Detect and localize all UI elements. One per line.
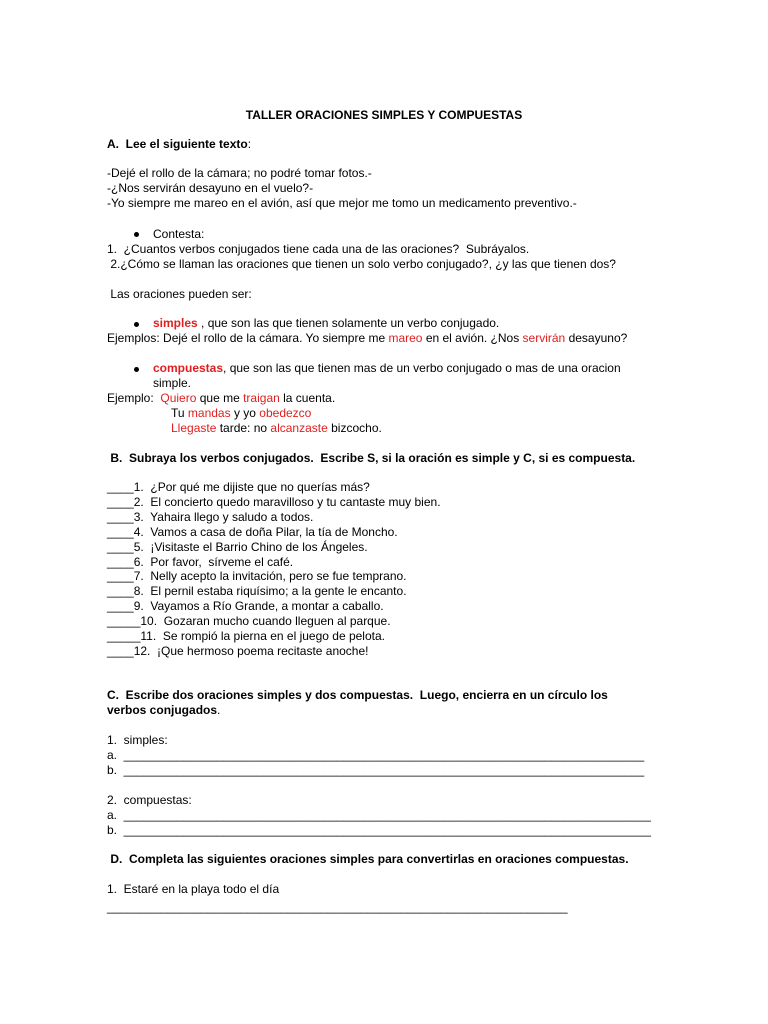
section-d-item-1: 1. Estaré en la playa todo el día	[107, 882, 280, 896]
types-intro: Las oraciones pueden ser:	[107, 287, 252, 301]
exercise-item: ____8. El pernil estaba riquísimo; a la gente le encanto.	[107, 584, 407, 599]
compuestas-example-3: Llegaste tarde: no alcanzaste bizcocho.	[171, 421, 382, 435]
bullet-icon	[134, 367, 139, 372]
compuestas-example-1: Ejemplo: Quiero que me traigan la cuenta.	[107, 391, 336, 405]
section-a-heading: A. Lee el siguiente texto:	[107, 137, 252, 151]
section-c-heading-cont: verbos conjugados.	[107, 703, 221, 717]
exercise-item: _____11. Se rompió la pierna en el juego de pelota.	[107, 629, 385, 643]
section-c-heading: C. Escribe dos oraciones simples y dos compuestas. Luego, encierra en un círculo los	[107, 688, 608, 702]
text-line-3: -Yo siempre me mareo en el avión, así que mejor me tomo un medicamento preventivo.-	[107, 196, 577, 210]
simples-definition: simples , que son las que tienen solamente un verbo conjugado.	[153, 316, 500, 330]
bullet-icon	[134, 232, 139, 237]
simples-label: 1. simples:	[107, 733, 168, 747]
simples-example: Ejemplos: Dejé el rollo de la cámara. Yo siempre me mareo en el avión. ¿Nos servirán desayuno?	[107, 331, 628, 345]
section-d-answer-1[interactable]: _____________________________________________________________________	[107, 900, 568, 914]
exercise-item: ____3. Yahaira llego y saludo a todos.	[107, 509, 314, 524]
exercise-item: ____5. ¡Visitaste el Barrio Chino de los Ángeles.	[107, 539, 368, 554]
page-title: TALLER ORACIONES SIMPLES Y COMPUESTAS	[245, 108, 523, 122]
exercise-item: ____6. Por favor, sírveme el café.	[107, 554, 294, 569]
exercise-item: ____9. Vayamos a Río Grande, a montar a caballo.	[107, 599, 384, 614]
compuestas-definition-cont: simple.	[153, 376, 192, 390]
text-line-2: -¿Nos servirán desayuno en el vuelo?-	[107, 181, 314, 195]
exercise-item: _____10. Gozaran mucho cuando lleguen al parque.	[107, 614, 391, 629]
question-1: 1. ¿Cuantos verbos conjugados tiene cada una de las oraciones? Subráyalos.	[107, 242, 530, 256]
exercise-item: ____12. ¡Que hermoso poema recitaste anoche!	[107, 643, 369, 658]
exercise-item: ____2. El concierto quedo maravilloso y tu cantaste muy bien.	[107, 494, 441, 509]
exercise-item: ____7. Nelly acepto la invitación, pero se fue temprano.	[107, 569, 407, 584]
compuestas-example-2: Tu mandas y yo obedezco	[171, 406, 312, 420]
simples-answer-a[interactable]: a. ______________________________________________________________________________	[107, 748, 645, 762]
exercise-item: ____1. ¿Por qué me dijiste que no querías más?	[107, 480, 370, 494]
question-2: 2.¿Cómo se llaman las oraciones que tienen un solo verbo conjugado?, ¿y las que tienen dos?	[107, 257, 616, 271]
bullet-icon	[134, 322, 139, 327]
contesta-label: Contesta:	[153, 227, 205, 241]
text-line-1: -Dejé el rollo de la cámara; no podré tomar fotos.-	[107, 166, 372, 180]
compuestas-label: 2. compuestas:	[107, 793, 192, 807]
section-d-heading: D. Completa las siguientes oraciones simples para convertirlas en oraciones compuestas.	[107, 852, 629, 866]
compuestas-answer-b[interactable]: b. _______________________________________________________________________________	[107, 823, 651, 837]
section-b-heading: B. Subraya los verbos conjugados. Escribe S, si la oración es simple y C, si es compuesta.	[107, 451, 636, 465]
simples-answer-b[interactable]: b. ______________________________________________________________________________	[107, 763, 645, 777]
compuestas-definition: compuestas, que son las que tienen mas de un verbo conjugado o mas de una oracion	[153, 361, 621, 375]
compuestas-answer-a[interactable]: a. _______________________________________________________________________________	[107, 808, 651, 822]
exercise-item: ____4. Vamos a casa de doña Pilar, la tía de Moncho.	[107, 524, 398, 539]
